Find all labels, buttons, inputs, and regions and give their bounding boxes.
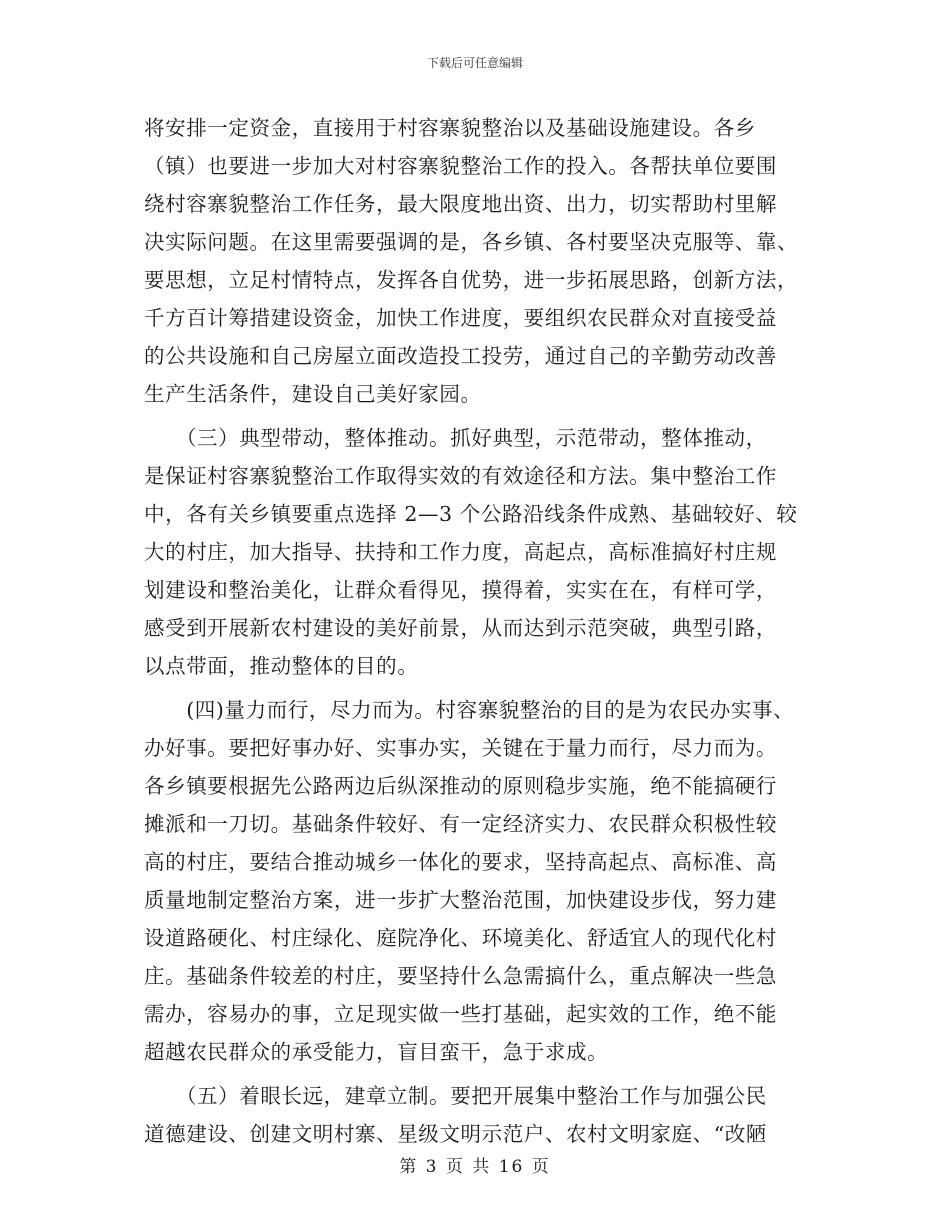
text-line: 决实际问题。在这里需要强调的是，各乡镇、各村要坚决克服等、靠、 xyxy=(144,230,799,254)
text-line: （镇）也要进一步加大对村容寨貌整治工作的投入。各帮扶单位要围 xyxy=(144,154,777,178)
text-line: 是保证村容寨貌整治工作取得实效的有效途径和方法。集中整治工作 xyxy=(144,464,777,488)
page-footer: 第 3 页 共 16 页 xyxy=(399,1157,551,1177)
paragraph xyxy=(144,1077,804,1153)
text-line: 摊派和一刀切。基础条件较好、有一定经济实力、农民群众积极性较 xyxy=(144,812,777,836)
text-line: 划建设和整治美化，让群众看得见，摸得着，实实在在，有样可学， xyxy=(144,578,777,602)
text-line: 以点带面，推动整体的目的。 xyxy=(144,654,419,678)
text-line: 中，各有关乡镇要重点选择 2—3 个公路沿线条件成熟、基础较好、较 xyxy=(144,502,798,526)
text-line: 要思想，立足村情特点，发挥各自优势，进一步拓展思路，创新方法， xyxy=(144,268,799,292)
text-line: 绕村容寨貌整治工作任务，最大限度地出资、出力，切实帮助村里解 xyxy=(144,192,777,216)
text-line: 千方百计筹措建设资金，加快工作进度，要组织农民群众对直接受益 xyxy=(144,306,777,330)
paragraph xyxy=(144,419,804,685)
text-line: 各乡镇要根据先公路两边后纵深推动的原则稳步实施，绝不能搞硬行 xyxy=(144,774,777,798)
text-line: 的公共设施和自己房屋立面改造投工投劳，通过自己的辛勤劳动改善 xyxy=(144,344,777,368)
text-line: 高的村庄，要结合推动城乡一体化的要求，坚持高起点、高标准、高 xyxy=(144,850,777,874)
text-line: 办好事。要把好事办好、实事办实，关键在于量力而行，尽力而为。 xyxy=(144,736,777,760)
paragraph xyxy=(144,109,804,413)
text-line: 生产生活条件，建设自己美好家园。 xyxy=(144,382,482,406)
text-line: 需办，容易办的事，立足现实做一些打基础，起实效的工作，绝不能 xyxy=(144,1002,777,1026)
text-line: (四)量力而行，尽力而为。村容寨貌整治的目的是为农民办实事、 xyxy=(144,698,795,722)
document-body xyxy=(144,109,804,1153)
page-header: 下载后可任意编辑 xyxy=(426,56,523,70)
text-line: （五）着眼长远，建章立制。要把开展集中整治工作与加强公民 xyxy=(144,1084,767,1108)
text-line: 庄。基础条件较差的村庄，要坚持什么急需搞什么，重点解决一些急 xyxy=(144,964,777,988)
text-line: 感受到开展新农村建设的美好前景，从而达到示范突破，典型引路， xyxy=(144,616,777,640)
text-line: 道德建设、创建文明村寨、星级文明示范户、农村文明家庭、“改陋 xyxy=(144,1122,767,1146)
paragraph xyxy=(144,691,804,1071)
text-line: 大的村庄，加大指导、扶持和工作力度，高起点，高标准搞好村庄规 xyxy=(144,540,777,564)
text-line: 将安排一定资金，直接用于村容寨貌整治以及基础设施建设。各乡 xyxy=(144,116,756,140)
text-line: 设道路硬化、村庄绿化、庭院净化、环境美化、舒适宜人的现代化村 xyxy=(144,926,777,950)
text-line: 超越农民群众的承受能力，盲目蛮干，急于求成。 xyxy=(144,1040,609,1064)
text-line: 质量地制定整治方案，进一步扩大整治范围，加快建设步伐，努力建 xyxy=(144,888,777,912)
text-line: （三）典型带动，整体推动。抓好典型，示范带动，整体推动， xyxy=(144,426,767,450)
